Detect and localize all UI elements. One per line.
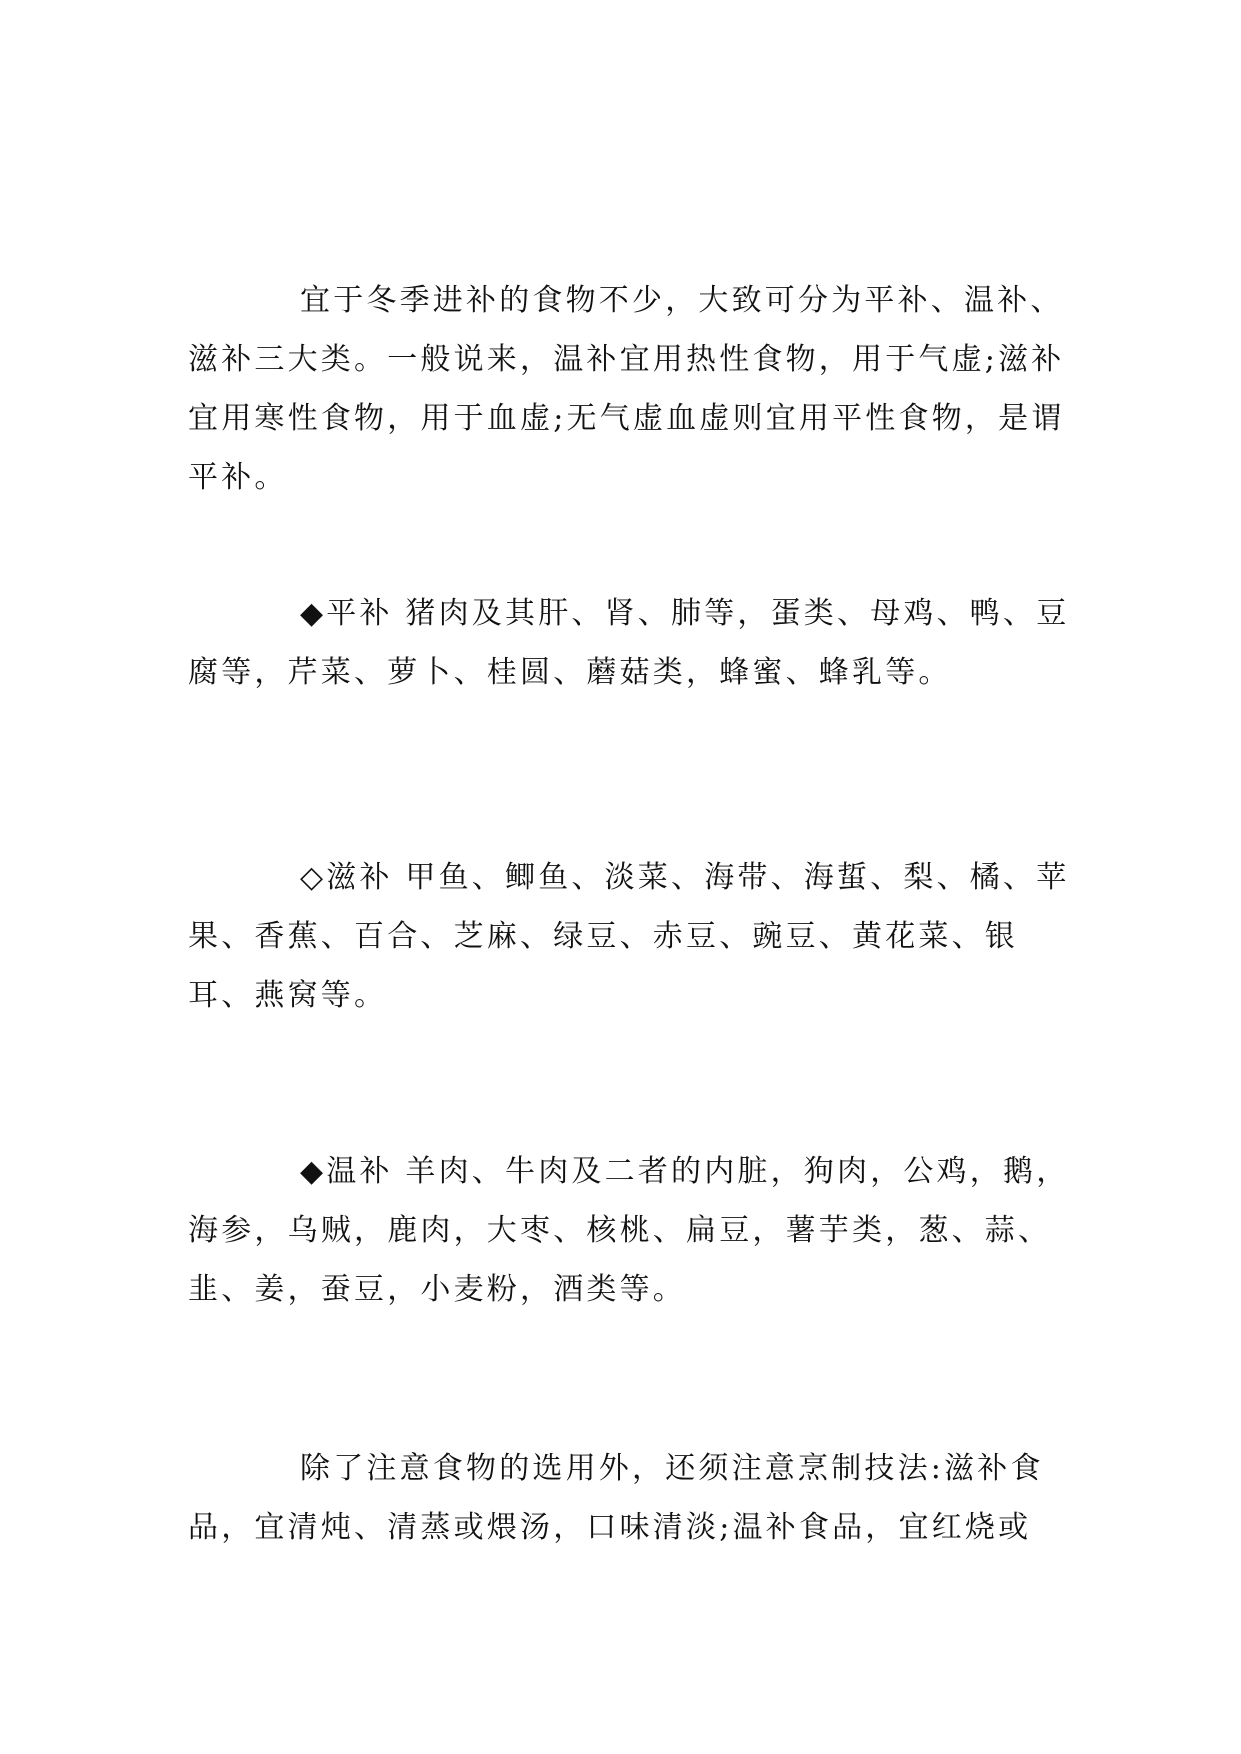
paragraph-cooking-methods: 除了注意食物的选用外，还须注意烹制技法:滋补食品，宜清炖、清蒸或煨汤，口味清淡;温补食品，宜红烧或 [188, 1451, 1044, 1545]
paragraph-winter-tonic-intro: 宜于冬季进补的食物不少，大致可分为平补、温补、滋补三大类。一般说来，温补宜用热性食物，用于气虚;滋补宜用寒性食物，用于血虚;无气虚血虚则宜用平性食物，是谓平补。 [188, 283, 1065, 495]
paragraph-zi-bu: ◇滋补 甲鱼、鲫鱼、淡菜、海带、海蜇、梨、橘、苹果、香蕉、百合、芝麻、绿豆、赤豆、豌豆、黄花菜、银耳、燕窝等。 [188, 860, 1070, 1013]
paragraph-wen-bu: ◆温补 羊肉、牛肉及二者的内脏，狗肉，公鸡，鹅，海参，乌贼，鹿肉，大枣、核桃、扁豆，薯芋类，葱、蒜、韭、姜，蚕豆，小麦粉，酒类等。 [188, 1154, 1070, 1307]
paragraph-ping-bu: ◆平补 猪肉及其肝、肾、肺等，蛋类、母鸡、鸭、豆腐等，芹菜、萝卜、桂圆、蘑菇类，蜂蜜、蜂乳等。 [188, 596, 1070, 690]
